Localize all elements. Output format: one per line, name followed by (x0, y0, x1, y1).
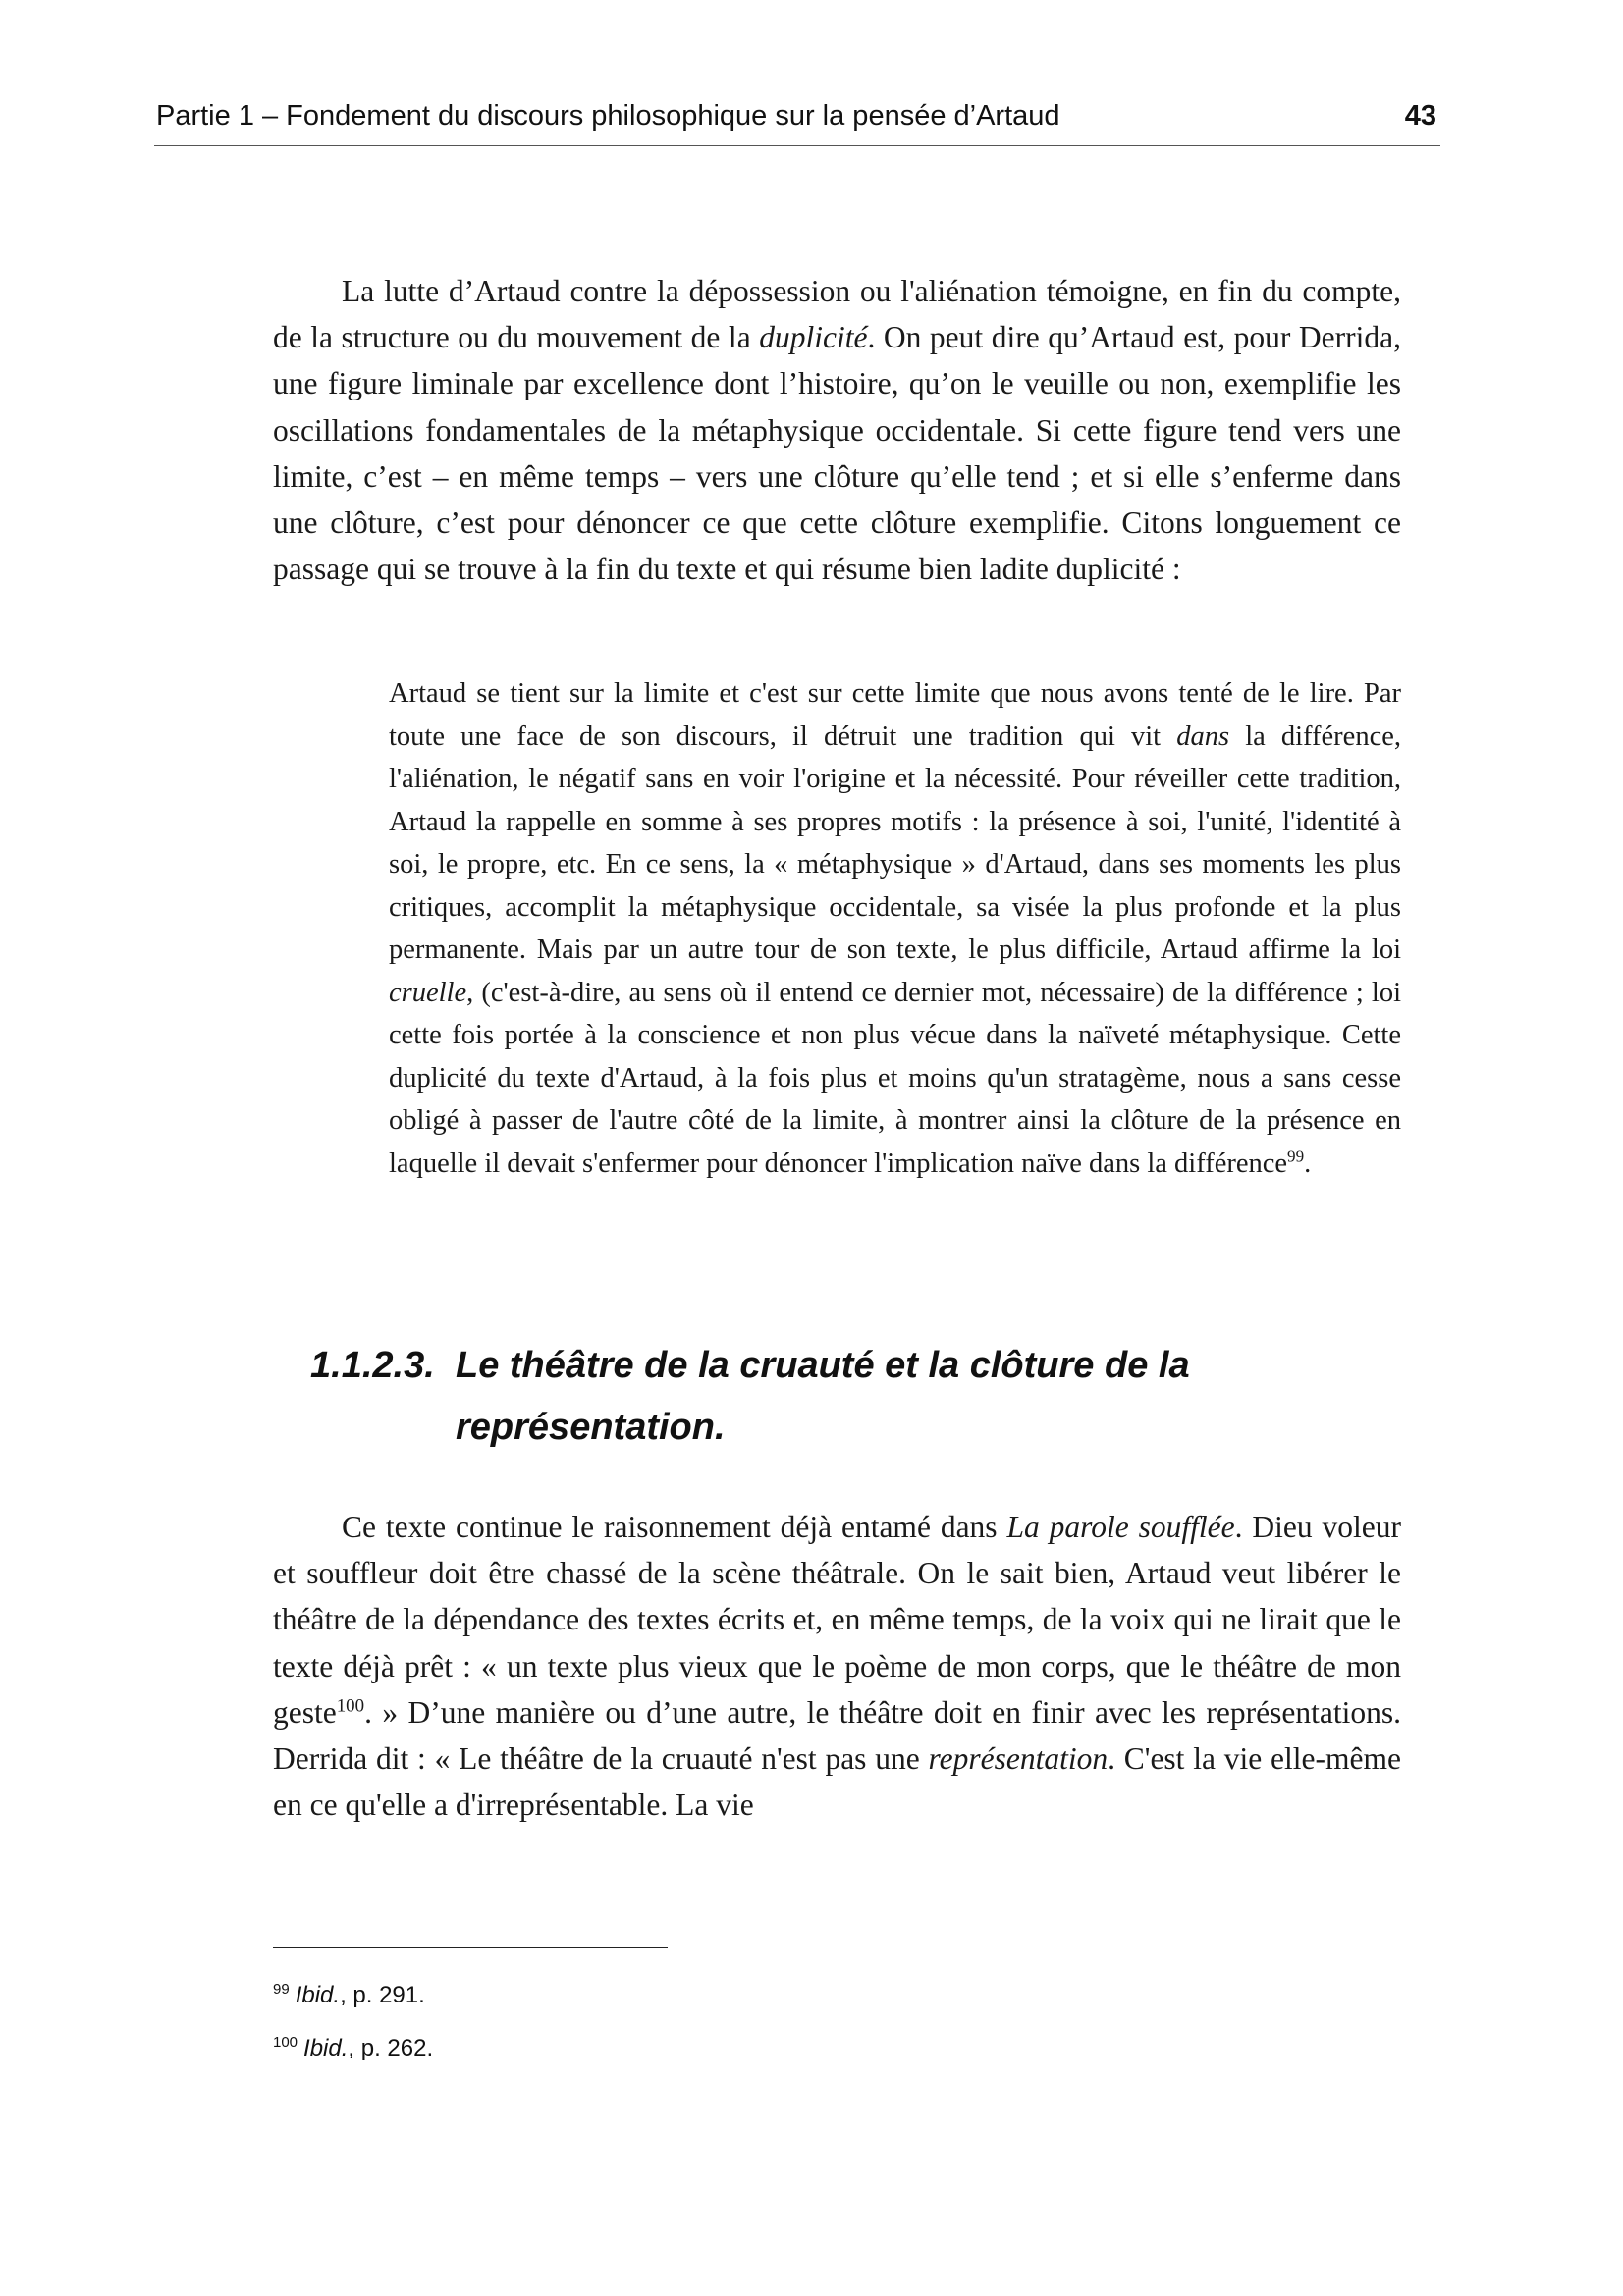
footnote-100-mark: 100 (273, 2034, 298, 2051)
para2-emphasis-representation: représentation (928, 1741, 1109, 1777)
footnote-99-source: Ibid. (295, 1982, 341, 2008)
footnote-separator (273, 1947, 668, 1948)
block-quote (389, 672, 1401, 1185)
footnote-99 (273, 1982, 1157, 2009)
footnote-ref-100[interactable]: 100 (336, 1695, 365, 1717)
footnote-99-mark: 99 (273, 1981, 290, 1998)
running-header (154, 96, 1440, 146)
quote-text-b: la différence, l'aliénation, le négatif sans en voir l'origine et la nécessité. Pour réveiller cette tradition, Artaud la rappelle en somme à ses propres motifs : la présence à soi, l'unité, l'identité à soi, le propre, etc. En ce sens, la « métaphysique » d'Artaud, dans ses moments les plus critiques, accomplit la métaphysique occidentale, sa visée la plus profonde et la plus permanente. Mais par un autre tour de son texte, le plus difficile, Artaud affirme la loi (389, 721, 1401, 965)
paragraph-2 (273, 1504, 1401, 1828)
para2-emphasis-title: La parole soufflée (1006, 1510, 1235, 1544)
footnote-100-source: Ibid. (303, 2035, 349, 2061)
para1-emphasis-duplicite: duplicité (759, 320, 868, 355)
para2-text-b: . Dieu voleur et souffleur doit être chassé de la scène théâtrale. On le sait bien, Artaud veut libérer le théâtre de la dépendance des textes écrits et, en même temps, de la voix qui ne lirait que le texte déjà prêt : « un texte plus vieux que le poème de mon corps, que le théâtre de mon geste (273, 1510, 1401, 1730)
para2-text-a: Ce texte continue le raisonnement déjà entamé dans (342, 1510, 1007, 1544)
section-heading (310, 1335, 1341, 1459)
footnote-ref-99[interactable]: 99 (1287, 1147, 1305, 1165)
section-title-line2: représentation. (456, 1407, 726, 1448)
quote-text-end: . (1304, 1148, 1312, 1179)
page-number: 43 (1404, 100, 1436, 132)
para2-text-d: . C'est la vie elle-même en ce qu'elle a d'irreprésentable. La vie (273, 1741, 1401, 1823)
footnote-99-text: , p. 291. (340, 1982, 425, 2008)
quote-emphasis-dans: dans (1176, 721, 1230, 752)
quote-text-c: , (c'est-à-dire, au sens où il entend ce dernier mot, nécessaire) de la différence ; loi cette fois portée à la conscience et non plus vécue dans la naïveté métaphysique. Cette duplicité du texte d'Artaud, à la fois plus et moins qu'un stratagème, nous a sans cesse obligé à passer de l'autre côté de la limite, à montrer ainsi la clôture de la présence en laquelle il devait s'enfermer pour dénoncer l'implication naïve dans la différence (389, 977, 1401, 1179)
header-title: Partie 1 – Fondement du discours philosophique sur la pensée d’Artaud (156, 100, 1060, 132)
quote-emphasis-cruelle: cruelle (389, 977, 467, 1008)
quote-text-a: Artaud se tient sur la limite et c'est sur cette limite que nous avons tenté de le lire. Par toute une face de son discours, il détruit une tradition qui vit (389, 678, 1401, 752)
para2-text-c: . » D’une manière ou d’une autre, le théâtre doit en finir avec les représentations. Derrida dit : « Le théâtre de la cruauté n'est pas une (273, 1694, 1401, 1777)
paragraph-1 (273, 268, 1401, 592)
para1-text-a: La lutte d’Artaud contre la dépossession ou l'aliénation témoigne, en fin du compte, de la structure ou du mouvement de la (273, 274, 1401, 355)
section-number: 1.1.2.3. (310, 1345, 435, 1386)
footnote-100 (273, 2035, 1157, 2062)
para1-text-b: . On peut dire qu’Artaud est, pour Derrida, une figure liminale par excellence dont l’histoire, qu’on le veuille ou non, exemplifie les oscillations fondamentales de la métaphysique occidentale. Si cette figure tend vers une limite, c’est – en même temps – vers une clôture qu’elle tend ; et si elle s’enferme dans une clôture, c’est pour dénoncer ce que cette clôture exemplifie. Citons longuement ce passage qui se trouve à la fin du texte et qui résume bien ladite duplicité : (273, 320, 1401, 587)
section-title-line1: Le théâtre de la cruauté et la clôture de la (456, 1345, 1190, 1386)
footnote-100-text: , p. 262. (348, 2035, 434, 2061)
